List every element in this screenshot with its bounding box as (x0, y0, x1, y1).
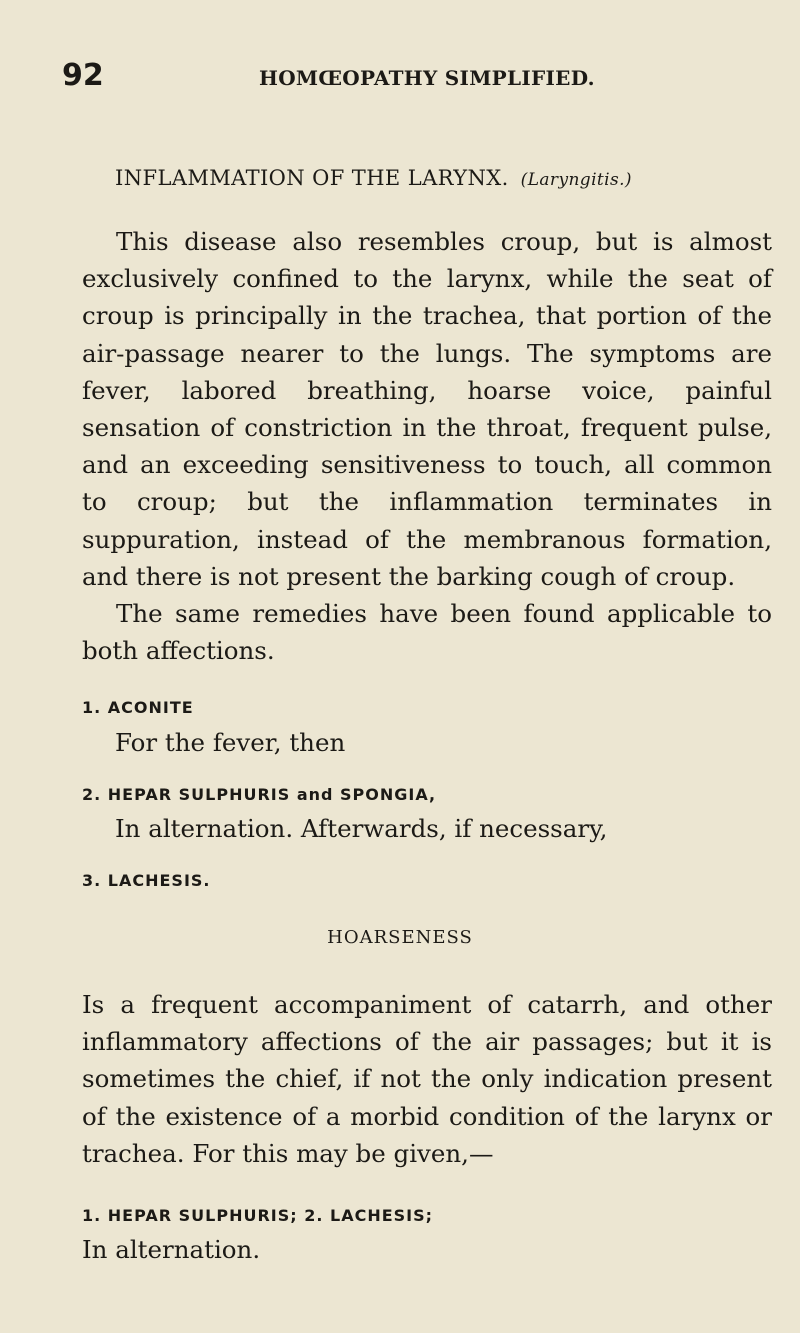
instruction-line: For the fever, then (115, 728, 346, 757)
section-heading-hoarseness: HOARSENESS (327, 927, 473, 948)
section-title: INFLAMMATION OF THE LARYNX. (115, 166, 509, 190)
remedy-line: 2. HEPAR SULPHURIS and SPONGIA, (82, 785, 437, 804)
latin-name: (Laryngitis.) (520, 170, 632, 190)
paragraph: The same remedies have been found applicable to both affections. (82, 599, 772, 666)
book-title: HOMŒOPATHY SIMPLIFIED. (259, 66, 595, 90)
paragraph: This disease also resembles croup, but is almost exclusively confined to the larynx, while the seat of croup is principally in the trachea, that portion of the air-passage nearer to the lungs. The symptoms are fever, labored breathing, hoarse voice, painful sensation of constriction in the throat, frequent pulse, and an exceeding sensitiveness to touch, all common to croup; but the inflammation terminates in suppuration, instead of the membranous formation, and there is not present the barking cough of croup. (82, 227, 772, 591)
section-heading-laryngitis (115, 166, 632, 190)
remedy-line: 1. HEPAR SULPHURIS; 2. LACHESIS; (82, 1206, 434, 1225)
laryngitis-text (82, 223, 772, 669)
running-head (62, 58, 762, 98)
remedy-line: 3. LACHESIS. (82, 871, 211, 890)
paragraph: Is a frequent accompaniment of catarrh, and other inflammatory affections of the air passages; but it is sometimes the chief, if not the only indication present of the existence of a morbid condition of the larynx or trachea. For this may be given,— (82, 990, 772, 1168)
hoarseness-text (82, 986, 772, 1172)
remedy-line: 1. ACONITE (82, 698, 194, 717)
instruction-line: In alternation. Afterwards, if necessary, (115, 814, 608, 843)
page-number: 92 (62, 58, 104, 93)
instruction-line: In alternation. (82, 1235, 261, 1264)
